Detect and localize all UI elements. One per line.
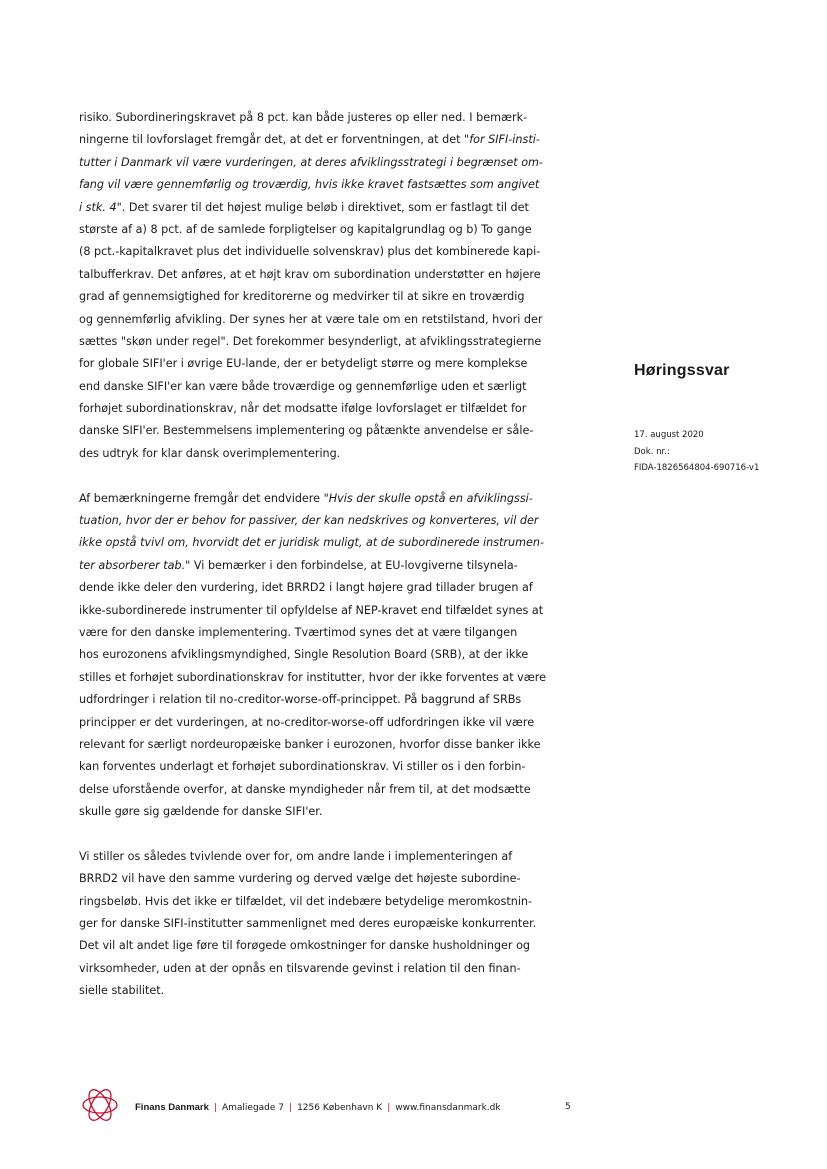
- text-line: dende ikke deler den vurdering, idet BRRD2 i langt højere grad tillader brugen af: [79, 581, 533, 595]
- text-line: sættes "skøn under regel". Det forekommer besynderligt, at afviklingsstrategierne: [79, 334, 542, 348]
- footer-separator: |: [213, 1103, 217, 1113]
- footer-brand: Finans Danmark: [135, 1102, 209, 1113]
- text-line: end danske SIFI'er kan være både troværdige og gennemførlige uden et særligt: [79, 379, 527, 393]
- paragraph-2: [79, 488, 569, 824]
- text-span: ningerne til lovforslaget fremgår det, at det er forventningen, at det: [79, 133, 465, 147]
- text-line: [79, 488, 569, 510]
- footer-address: [135, 1102, 501, 1113]
- text-line: skulle gøre sig gældende for danske SIFI'er.: [79, 805, 323, 819]
- footer-street: Amaliegade 7: [221, 1103, 285, 1113]
- text-span: Vi bemærker i den forbindelse, at EU-lovgiverne tilsynela-: [190, 558, 518, 572]
- quote-span: "for SIFI-insti-: [464, 133, 540, 147]
- text-line: des udtryk for klar dansk overimplementering.: [79, 446, 341, 460]
- quote-span: ter absorberer tab.": [79, 558, 191, 572]
- quote-line: ikke opstå tvivl om, hvorvidt det er juridisk muligt, at de subordinerede instrumen-: [79, 536, 545, 550]
- text-line: BRRD2 vil have den samme vurdering og derved vælge det højeste subordine-: [79, 872, 521, 886]
- document-body: [79, 107, 569, 1003]
- text-line: stilles et forhøjet subordinationskrav for institutter, hvor der ikke forventes at være: [79, 670, 547, 684]
- text-line: [79, 555, 569, 577]
- quote-span: i stk. 4": [79, 200, 122, 214]
- text-line: grad af gennemsigtighed for kreditorerne og medvirker til at sikre en troværdig: [79, 290, 525, 304]
- footer-separator: |: [387, 1103, 391, 1113]
- text-line: kan forventes underlagt et forhøjet subordinationskrav. Vi stiller os i den forbin-: [79, 760, 526, 774]
- page-footer: [78, 1080, 598, 1136]
- text-line: risiko. Subordineringskravet på 8 pct. kan både justeres op eller ned. I bemærk-: [79, 111, 528, 124]
- quote-line: tutter i Danmark vil være vurderingen, at deres afviklingsstrategi i begrænset om-: [79, 155, 543, 169]
- text-line: for globale SIFI'er i øvrige EU-lande, der er betydeligt større og mere komplekse: [79, 357, 528, 371]
- text-line: sielle stabilitet.: [79, 984, 165, 998]
- text-line: ringsbeløb. Hvis det ikke er tilfældet, vil det indebære betydelige meromkostnin-: [79, 894, 533, 908]
- finans-danmark-logo-icon: [78, 1080, 122, 1130]
- text-span: Af bemærkningerne fremgår det endvidere: [79, 491, 324, 505]
- text-line: være for den danske implementering. Tværtimod synes det at være tilgangen: [79, 625, 518, 639]
- text-line: danske SIFI'er. Bestemmelsens implementering og påtænkte anvendelse er såle-: [79, 424, 534, 438]
- text-line: delse uforstående overfor, at danske myndigheder når frem til, at det modsætte: [79, 782, 531, 796]
- paragraph-1: [79, 107, 569, 465]
- paragraph-gap: [79, 824, 569, 846]
- text-line: [79, 129, 569, 151]
- text-line: (8 pct.-kapitalkravet plus det individuelle solvenskrav) plus det kombinerede kapi-: [79, 245, 541, 259]
- text-line: og gennemførlig afvikling. Der synes her at være tale om en retstilstand, hvori der: [79, 312, 543, 326]
- document-meta: [634, 427, 759, 477]
- doc-number: FIDA-1826564804-690716-v1: [634, 463, 760, 473]
- page-number: 5: [565, 1102, 571, 1112]
- text-line: [79, 197, 569, 219]
- document-type-title: Høringssvar: [634, 362, 730, 379]
- text-line: relevant for særligt nordeuropæiske banker i eurozonen, hvorfor disse banker ikke: [79, 737, 541, 751]
- footer-city: 1256 København K: [297, 1103, 383, 1113]
- footer-separator: |: [289, 1103, 293, 1113]
- text-line: udfordringer i relation til no-creditor-worse-off-princippet. På baggrund af SRBs: [79, 693, 522, 707]
- text-line: ger for danske SIFI-institutter sammenlignet med deres europæiske konkurrenter.: [79, 917, 537, 931]
- text-line: ikke-subordinerede instrumenter til opfyldelse af NEP-kravet end tilfældet synes at: [79, 603, 544, 617]
- doc-number-label: Dok. nr.:: [634, 446, 670, 457]
- document-date: 17. august 2020: [634, 430, 704, 440]
- text-line: Vi stiller os således tvivlende over for, om andre lande i implementeringen af: [79, 849, 513, 863]
- text-line: virksomheder, uden at der opnås en tilsvarende gevinst i relation til den finan-: [79, 961, 521, 975]
- footer-website[interactable]: www.finansdanmark.dk: [395, 1103, 501, 1113]
- text-line: største af a) 8 pct. af de samlede forpligtelser og kapitalgrundlag og b) To gange: [79, 222, 532, 236]
- paragraph-gap: [79, 465, 569, 487]
- text-span: . Det svarer til det højest mulige beløb i direktivet, som er fastlagt til det: [121, 200, 529, 214]
- quote-line: fang vil være gennemførlig og troværdig, hvis ikke kravet fastsættes som angivet: [79, 178, 540, 192]
- paragraph-3: [79, 846, 569, 1003]
- text-line: talbufferkrav. Det anføres, at et højt krav om subordination understøtter en højere: [79, 267, 541, 281]
- quote-span: "Hvis der skulle opstå en afviklingssi-: [323, 491, 533, 505]
- text-line: hos eurozonens afviklingsmyndighed, Single Resolution Board (SRB), at der ikke: [79, 648, 529, 662]
- text-line: Det vil alt andet lige føre til forøgede omkostninger for danske husholdninger og: [79, 939, 531, 953]
- quote-line: tuation, hvor der er behov for passiver, der kan nedskrives og konverteres, vil der: [79, 514, 539, 528]
- text-line: forhøjet subordinationskrav, når det modsatte ifølge lovforslaget er tilfældet for: [79, 402, 527, 416]
- text-line: principper er det vurderingen, at no-creditor-worse-off udfordringen ikke vil være: [79, 715, 535, 729]
